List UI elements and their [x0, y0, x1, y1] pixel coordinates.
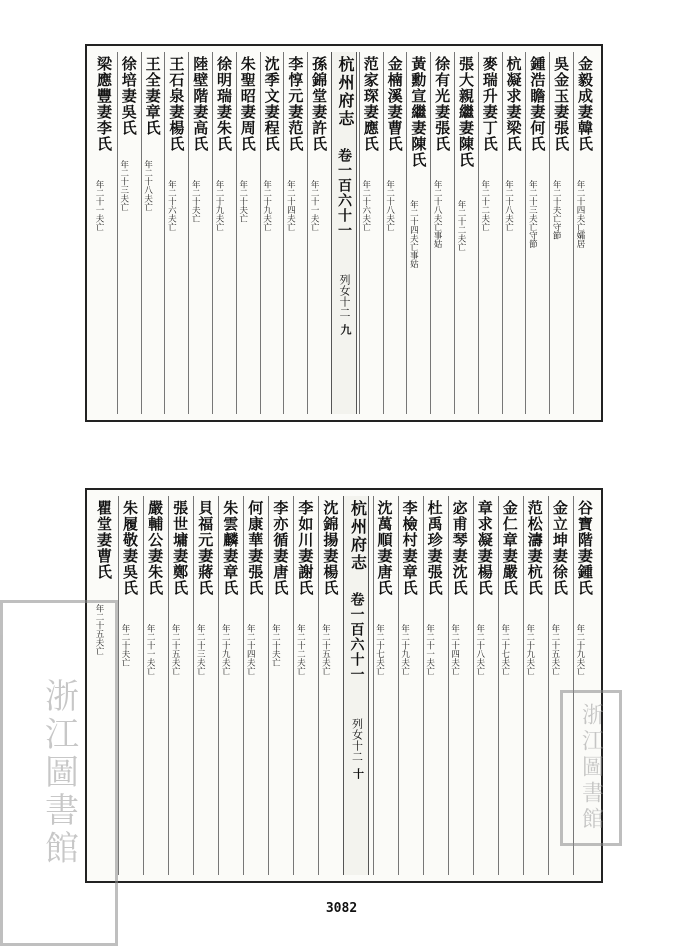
entry-name: 吳金玉妻張氏	[552, 56, 571, 152]
entry-name: 麥瑞升妻丁氏	[480, 56, 499, 152]
library-seal: 浙江圖書館	[0, 600, 118, 946]
entry-column	[473, 496, 495, 875]
entry-name: 宓甫琴妻沈氏	[450, 500, 469, 596]
entry-note: 年二十五夫亡	[170, 624, 181, 675]
entry-column	[359, 52, 381, 414]
entry-note: 年二十九夫亡	[213, 180, 224, 231]
entry-note: 年二十五夫亡	[549, 624, 560, 675]
entry-note: 年二十二夫亡	[455, 200, 466, 251]
entry-note: 年二十二夫亡	[479, 180, 490, 231]
entry-column	[307, 52, 329, 414]
entry-note: 年二十三夫亡	[118, 160, 129, 211]
entry-name: 鍾浩瞻妻何氏	[528, 56, 547, 152]
entry-name: 沈萬順妻唐氏	[375, 500, 394, 596]
entry-column	[448, 496, 470, 875]
entry-name: 李檢村妻章氏	[400, 500, 419, 596]
entry-name: 朱聖昭妻周氏	[238, 56, 257, 152]
entry-name: 徐明瑞妻朱氏	[214, 56, 233, 152]
entry-note: 年二十一夫亡	[424, 624, 435, 675]
entry-column	[143, 496, 165, 875]
entry-column	[318, 496, 340, 875]
entry-name: 梁應豐妻李氏	[95, 56, 113, 152]
entry-note: 年二十四夫亡	[245, 624, 256, 675]
entry-note: 年二十四夫亡	[285, 180, 296, 231]
entry-column	[236, 52, 258, 414]
entry-column	[478, 52, 500, 414]
entry-note: 年二十夫亡	[237, 180, 248, 223]
entry-name: 朱雲麟妻章氏	[221, 500, 240, 596]
entry-name: 何康華妻張氏	[246, 500, 265, 596]
entry-column	[218, 496, 240, 875]
top-columns	[93, 52, 595, 414]
entry-note: 年二十四夫亡	[449, 624, 460, 675]
entry-column	[93, 52, 115, 414]
entry-note: 年二十三夫亡	[195, 624, 206, 675]
header-volume: 卷一百六十一	[335, 148, 352, 238]
entry-column	[212, 52, 234, 414]
entry-note: 年二十八夫亡	[384, 180, 395, 231]
entry-note: 年二十二夫亡	[295, 624, 306, 675]
entry-column	[117, 52, 139, 414]
entry-note: 年二十三夫亡守節	[527, 180, 538, 248]
entry-note: 年二十八夫亡	[503, 180, 514, 231]
page-header-column	[331, 52, 357, 414]
entry-name: 金毅成妻韓氏	[575, 56, 594, 152]
entry-name: 李如川妻謝氏	[296, 500, 315, 596]
header-section: 列女十二	[337, 274, 351, 318]
entry-name: 杜禹珍妻張氏	[425, 500, 444, 596]
entry-name: 黃勳宣繼妻陳氏	[409, 56, 428, 168]
entry-note: 年二十一夫亡	[309, 180, 320, 231]
entry-note: 年二十八夫亡	[474, 624, 485, 675]
entry-column	[268, 496, 290, 875]
header-volume: 卷一百六十一	[348, 592, 365, 682]
entry-note: 年二十八夫亡	[142, 160, 153, 211]
entry-name: 金楠溪妻曹氏	[385, 56, 404, 152]
entry-column	[243, 496, 265, 875]
entry-column	[525, 52, 547, 414]
entry-note: 年二十七夫亡	[374, 624, 385, 675]
header-title: 杭州府志	[335, 56, 355, 128]
entry-note: 年二十九夫亡	[220, 624, 231, 675]
entry-note: 年二十六夫亡	[166, 180, 177, 231]
entry-name: 徐有光妻張氏	[433, 56, 452, 152]
entry-name: 孫錦堂妻許氏	[310, 56, 329, 152]
entry-note: 年二十夫亡	[270, 624, 281, 667]
header-page: 九	[338, 324, 352, 335]
entry-name: 嚴輔公妻朱氏	[146, 500, 165, 596]
entry-column	[523, 496, 545, 875]
entry-column	[168, 496, 190, 875]
entry-note: 年二十一夫亡	[94, 180, 104, 231]
entry-note: 年二十九夫亡	[524, 624, 535, 675]
entry-name: 金仁章妻嚴氏	[500, 500, 519, 596]
entry-name: 瞿堂妻曹氏	[95, 500, 113, 580]
page-header-column	[343, 496, 369, 875]
entry-name: 朱履敬妻吳氏	[121, 500, 140, 596]
entry-column	[406, 52, 428, 414]
entry-name: 沈錦揚妻楊氏	[321, 500, 340, 596]
entry-name: 范松濤妻杭氏	[525, 500, 544, 596]
entry-column	[193, 496, 215, 875]
header-section: 列女十二	[350, 718, 364, 762]
entry-note: 年二十九夫亡	[261, 180, 272, 231]
entry-column	[383, 52, 405, 414]
entry-note: 年二十五夫亡	[320, 624, 331, 675]
entry-note: 年二十六夫亡	[360, 180, 371, 231]
entry-note: 年二十五夫亡	[94, 604, 104, 655]
header-title: 杭州府志	[348, 500, 368, 572]
entry-name: 李惇元妻范氏	[286, 56, 305, 152]
entry-column	[454, 52, 476, 414]
bottom-columns	[93, 496, 595, 875]
entry-name: 谷寶階妻鍾氏	[575, 500, 594, 596]
entry-name: 陸壁階妻高氏	[191, 56, 210, 152]
entry-name: 范家琛妻應氏	[361, 56, 380, 152]
entry-column	[498, 496, 520, 875]
entry-name: 王全妻章氏	[143, 56, 162, 136]
bottom-page-panel	[85, 488, 603, 883]
header-page: 十	[351, 768, 365, 779]
entry-column	[423, 496, 445, 875]
entry-note: 年二十九夫亡	[399, 624, 410, 675]
entry-column	[430, 52, 452, 414]
entry-column	[188, 52, 210, 414]
entry-column	[164, 52, 186, 414]
entry-name: 金立坤妻徐氏	[550, 500, 569, 596]
top-page-panel	[85, 44, 603, 422]
entry-note: 年二十夫亡	[120, 624, 131, 667]
entry-name: 王石泉妻楊氏	[167, 56, 186, 152]
entry-note: 年二十一夫亡	[145, 624, 156, 675]
entry-column	[502, 52, 524, 414]
entry-note: 年二十九夫亡	[574, 624, 585, 675]
entry-column	[398, 496, 420, 875]
entry-note: 年二十夫亡	[190, 180, 201, 223]
entry-note: 年二十八夫亡事姑	[432, 180, 443, 248]
entry-note: 年二十四夫亡孀居	[574, 180, 585, 248]
entry-note: 年二十七夫亡	[499, 624, 510, 675]
entry-column	[118, 496, 140, 875]
entry-column	[573, 52, 595, 414]
page-number: 3082	[325, 901, 358, 916]
entry-column	[549, 52, 571, 414]
entry-note: 年二十夫亡守節	[551, 180, 562, 240]
entry-name: 李亦循妻唐氏	[271, 500, 290, 596]
entry-note: 年二十四夫亡事姑	[408, 200, 419, 268]
entry-column	[293, 496, 315, 875]
entry-column	[141, 52, 163, 414]
entry-name: 張世墉妻鄭氏	[171, 500, 190, 596]
entry-name: 徐培妻吳氏	[119, 56, 138, 136]
entry-column	[283, 52, 305, 414]
entry-name: 張大親繼妻陳氏	[456, 56, 475, 168]
entry-column	[373, 496, 395, 875]
entry-name: 杭凝求妻梁氏	[504, 56, 523, 152]
entry-name: 章求凝妻楊氏	[475, 500, 494, 596]
library-seal-small: 浙江圖書館	[560, 690, 622, 846]
entry-name: 沈季文妻程氏	[262, 56, 281, 152]
entry-name: 貝福元妻蔣氏	[196, 500, 215, 596]
entry-column	[260, 52, 282, 414]
